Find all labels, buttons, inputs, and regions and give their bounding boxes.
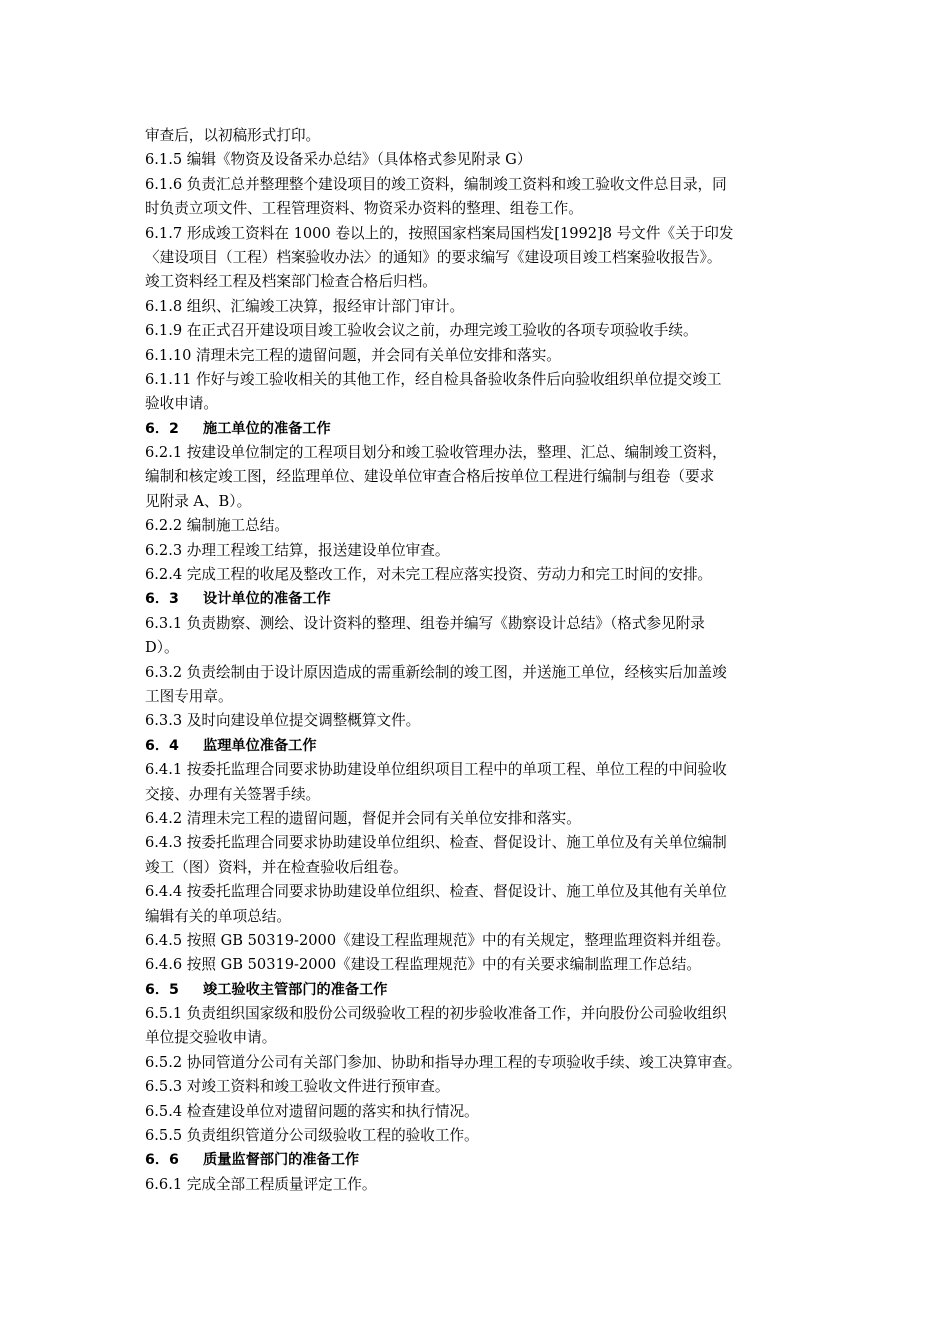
- paragraph-line: 6.1.10 清理未完工程的遗留问题，并会同有关单位安排和落实。: [145, 346, 561, 364]
- paragraph-line: 竣工资料经工程及档案部门检查合格后归档。: [145, 273, 437, 291]
- section-heading: [145, 734, 820, 758]
- section-number: 6．2: [145, 420, 179, 437]
- section-title: 竣工验收主管部门的准备工作: [203, 981, 388, 998]
- section-title: 施工单位的准备工作: [203, 420, 331, 437]
- paragraph-line: 6.4.2 清理未完工程的遗留问题，督促并会同有关单位安排和落实。: [145, 809, 581, 827]
- paragraph-line: 编制和核定竣工图，经监理单位、建设单位审查合格后按单位工程进行编制与组卷（要求: [145, 468, 715, 486]
- section-number: 6．4: [145, 737, 179, 754]
- section-number: 6．3: [145, 591, 179, 608]
- paragraph-line: 6.1.6 负责汇总并整理整个建设项目的竣工资料，编制竣工资料和竣工验收文件总目录，同: [145, 175, 727, 193]
- paragraph-line: 6.5.1 负责组织国家级和股份公司级验收工程的初步验收准备工作，并向股份公司验收组织: [145, 1005, 727, 1023]
- paragraph-line: 编辑有关的单项总结。: [145, 907, 291, 925]
- paragraph-line: 6.1.5 编辑《物资及设备采办总结》（具体格式参见附录 G）: [145, 151, 532, 169]
- paragraph-line: 工图专用章。: [145, 687, 233, 705]
- paragraph-line: 单位提交验收申请。: [145, 1029, 277, 1047]
- section-heading: [145, 417, 820, 441]
- section-title: 质量监督部门的准备工作: [203, 1152, 360, 1169]
- paragraph-line: 6.4.4 按委托监理合同要求协助建设单位组织、检查、督促设计、施工单位及其他有关单位: [145, 883, 727, 901]
- section-number: 6．5: [145, 981, 179, 998]
- paragraph-line: 6.3.3 及时向建设单位提交调整概算文件。: [145, 712, 421, 730]
- paragraph-line: 6.6.1 完成全部工程质量评定工作。: [145, 1175, 377, 1193]
- paragraph-line: 6.5.4 检查建设单位对遗留问题的落实和执行情况。: [145, 1102, 479, 1120]
- section-title: 监理单位准备工作: [203, 737, 317, 754]
- section-heading: [145, 978, 820, 1002]
- section-heading: [145, 1148, 820, 1172]
- section-number: 6．6: [145, 1152, 179, 1169]
- section-title: 设计单位的准备工作: [203, 591, 331, 608]
- paragraph-line: 时负责立项文件、工程管理资料、物资采办资料的整理、组卷工作。: [145, 200, 583, 218]
- paragraph-line: 竣工（图）资料，并在检查验收后组卷。: [145, 858, 408, 876]
- paragraph-line: 6.4.3 按委托监理合同要求协助建设单位组织、检查、督促设计、施工单位及有关单位编制: [145, 834, 727, 852]
- paragraph-line: 6.5.5 负责组织管道分公司级验收工程的验收工作。: [145, 1127, 479, 1145]
- paragraph-line: 6.4.5 按照 GB 50319-2000《建设工程监理规范》中的有关规定，整理监理资料并组卷。: [145, 931, 731, 949]
- paragraph-line: D）。: [145, 639, 179, 657]
- paragraph-line: 验收申请。: [145, 395, 218, 413]
- paragraph-line: 6.1.11 作好与竣工验收相关的其他工作，经自检具备验收条件后向验收组织单位提交竣工: [145, 370, 722, 388]
- paragraph-line: 6.3.2 负责绘制由于设计原因造成的需重新绘制的竣工图，并送施工单位，经核实后加盖竣: [145, 663, 727, 681]
- paragraph-line: 6.2.3 办理工程竣工结算，报送建设单位审查。: [145, 541, 450, 559]
- paragraph-line: 6.2.2 编制施工总结。: [145, 517, 289, 535]
- paragraph-line: 6.2.4 完成工程的收尾及整改工作，对未完工程应落实投资、劳动力和完工时间的安排。: [145, 566, 713, 584]
- paragraph-line: 6.4.6 按照 GB 50319-2000《建设工程监理规范》中的有关要求编制监理工作总结。: [145, 956, 701, 974]
- paragraph-line: 6.2.1 按建设单位制定的工程项目划分和竣工验收管理办法，整理、汇总、编制竣工资料，: [145, 444, 727, 462]
- paragraph-line: 6.1.8 组织、汇编竣工决算，报经审计部门审计。: [145, 297, 465, 315]
- paragraph-line: 6.1.7 形成竣工资料在 1000 卷以上的，按照国家档案局国档发[1992]8 号文件《关于印发: [145, 224, 734, 242]
- section-heading: [145, 587, 820, 611]
- paragraph-line: 见附录 A、B）。: [145, 492, 252, 510]
- paragraph-line: 审查后，以初稿形式打印。: [145, 127, 321, 144]
- paragraph-line: 6.1.9 在正式召开建设项目竣工验收会议之前，办理完竣工验收的各项专项验收手续。: [145, 322, 698, 340]
- paragraph-line: 〈建设项目（工程）档案验收办法〉的通知》的要求编写《建设项目竣工档案验收报告》。: [145, 248, 722, 266]
- paragraph-line: 6.5.3 对竣工资料和竣工验收文件进行预审查。: [145, 1078, 450, 1096]
- paragraph-line: 6.4.1 按委托监理合同要求协助建设单位组织项目工程中的单项工程、单位工程的中间验收: [145, 761, 727, 779]
- paragraph-line: 6.3.1 负责勘察、测绘、设计资料的整理、组卷并编写《勘察设计总结》（格式参见附录: [145, 614, 705, 632]
- paragraph-line: 交接、办理有关签署手续。: [145, 785, 321, 803]
- document-body: [145, 124, 820, 1197]
- paragraph-line: 6.5.2 协同管道分公司有关部门参加、协助和指导办理工程的专项验收手续、竣工决算审查。: [145, 1053, 742, 1071]
